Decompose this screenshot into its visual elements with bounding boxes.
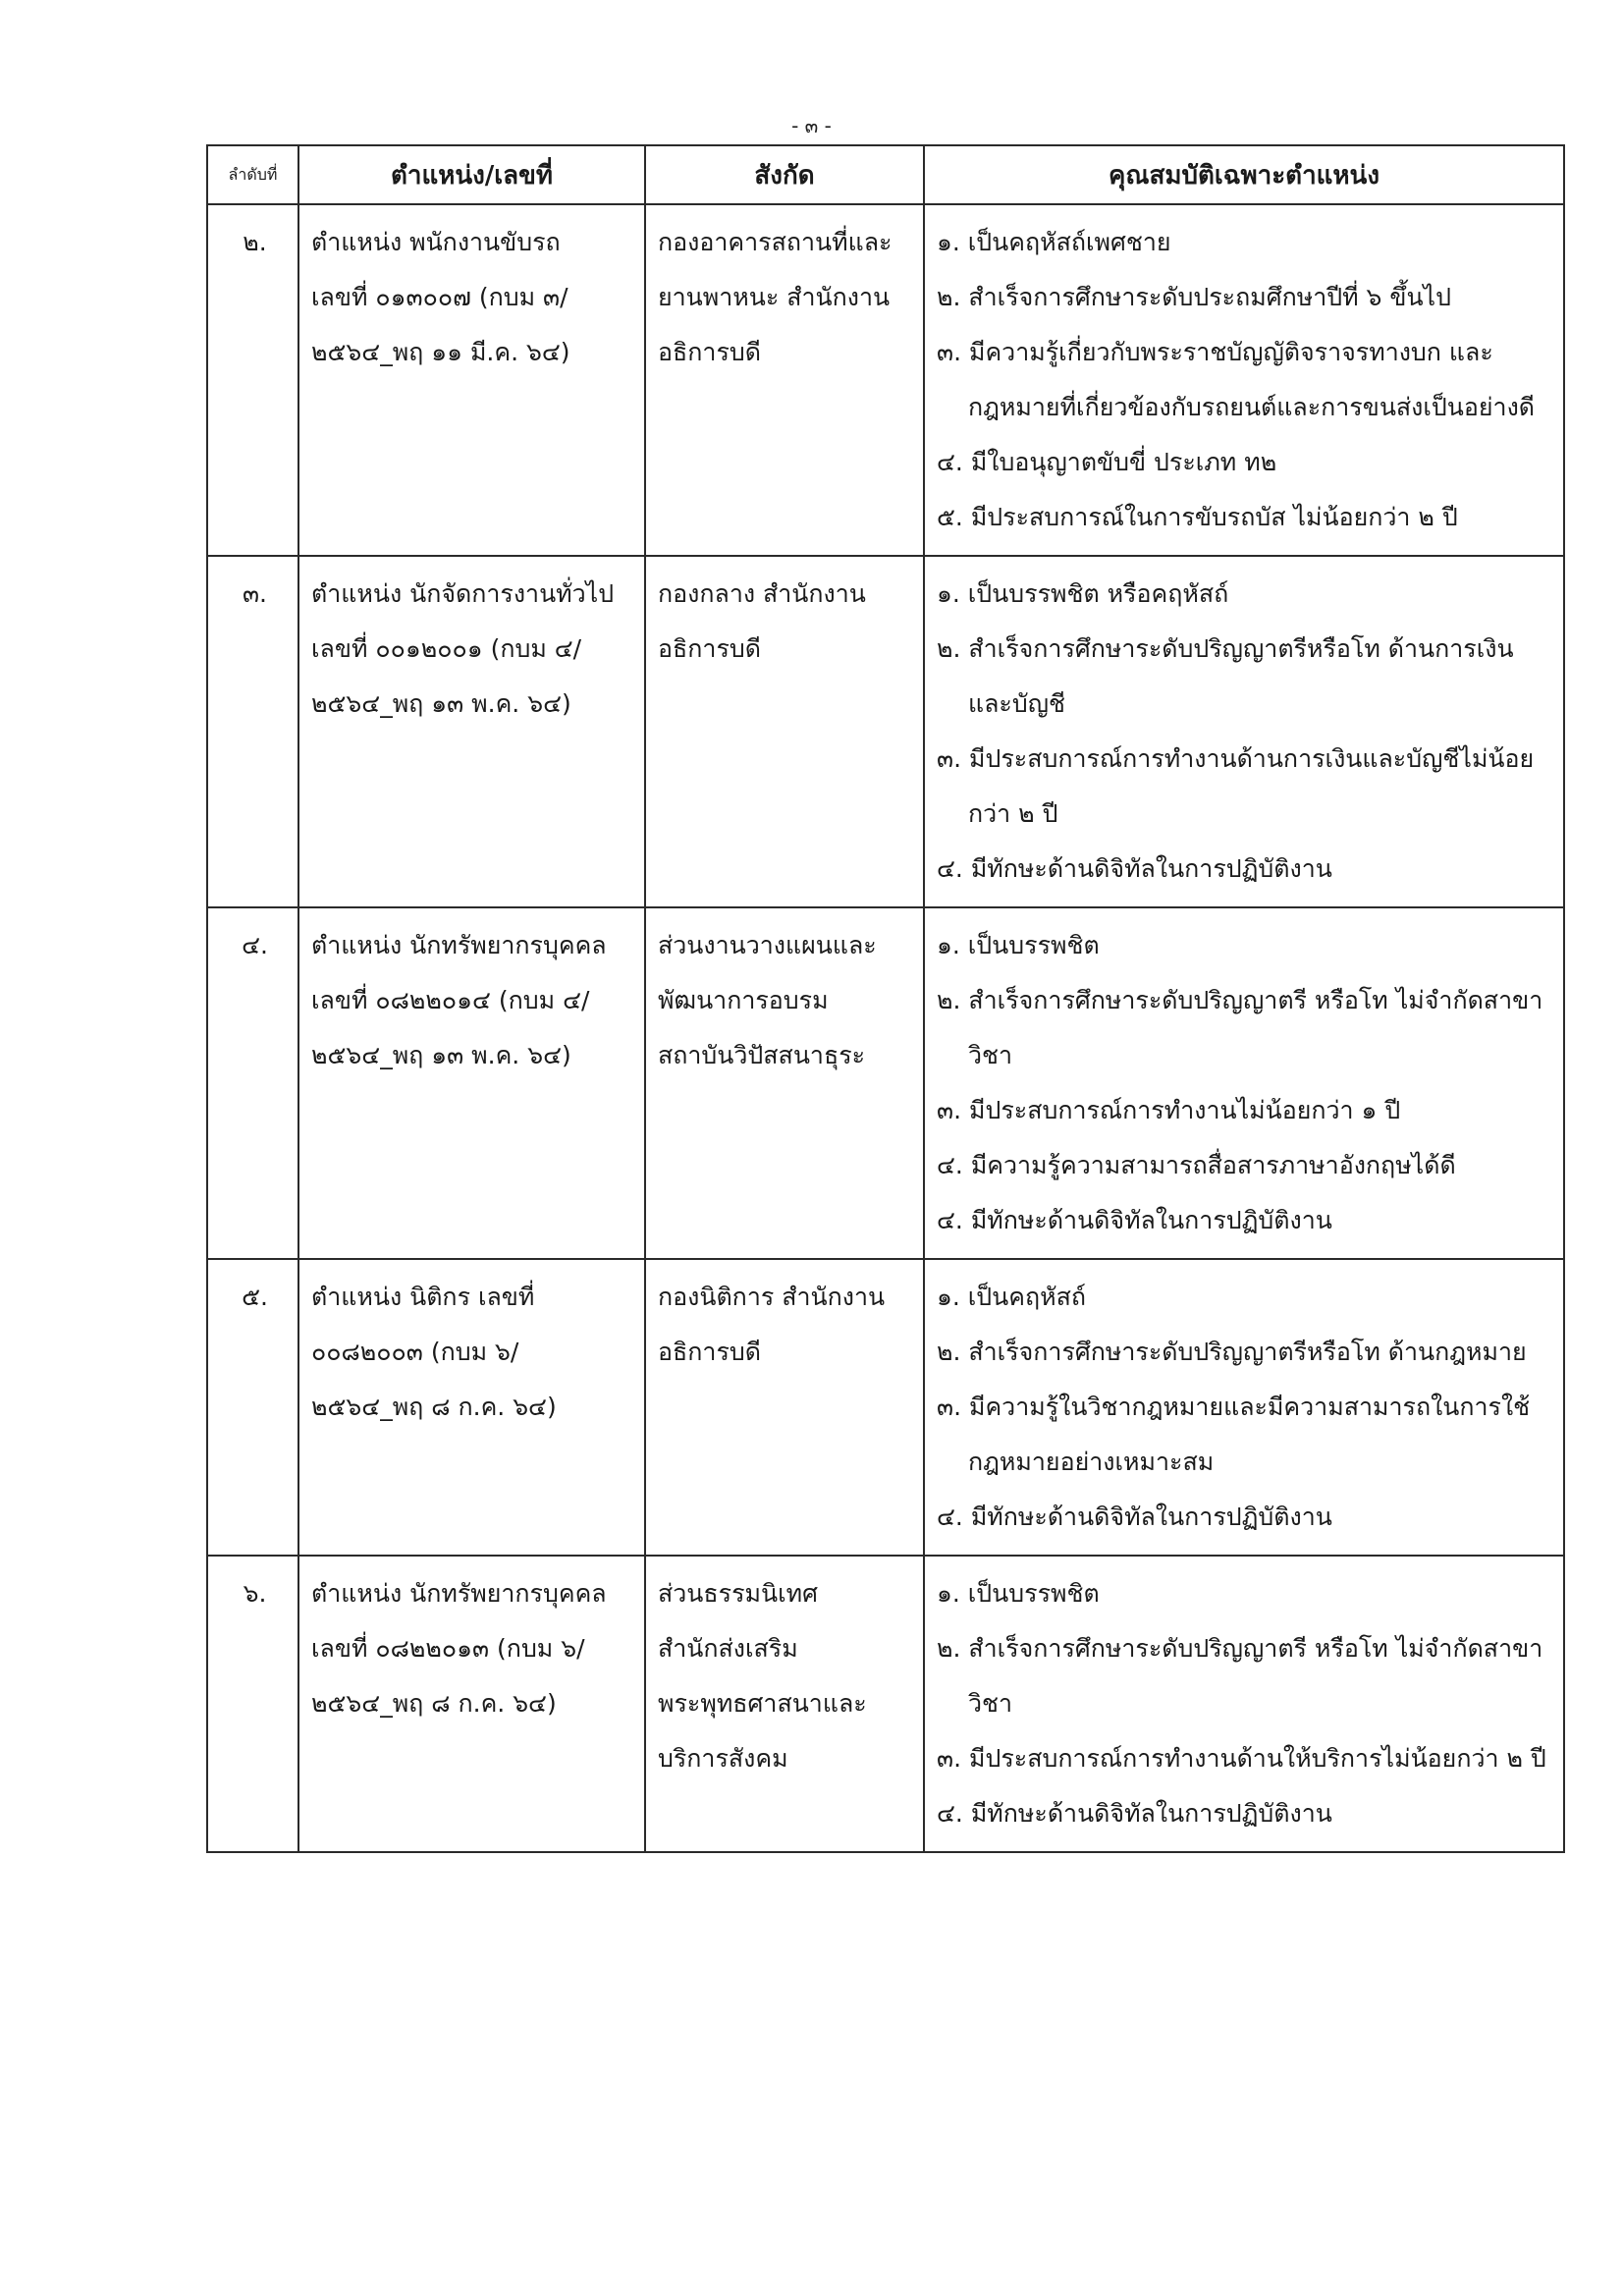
qualification-item bbox=[937, 1138, 1555, 1193]
position-cell bbox=[298, 1556, 645, 1852]
qualification-item bbox=[937, 567, 1555, 622]
position-cell bbox=[298, 907, 645, 1259]
qualification-text: ๒. สำเร็จการศึกษาระดับปริญญาตรี หรือโท ไม่จำกัดสาขาวิชา bbox=[937, 1634, 1543, 1718]
row-number: ๕. bbox=[207, 1259, 298, 1556]
position-line: ตำแหน่ง นักทรัพยากรบุคคล bbox=[311, 1579, 607, 1608]
affiliation-cell bbox=[645, 1556, 924, 1852]
position-cell bbox=[298, 556, 645, 907]
affiliation-line: บริการสังคม bbox=[658, 1744, 788, 1773]
affiliation-line: สำนักส่งเสริม bbox=[658, 1634, 798, 1663]
affiliation-line: กองกลาง สำนักงาน bbox=[658, 579, 866, 608]
position-line: ๒๕๖๔_พฤ ๑๑ มี.ค. ๖๔) bbox=[311, 338, 570, 366]
qualification-item bbox=[937, 490, 1555, 545]
affiliation-line: ส่วนงานวางแผนและ bbox=[658, 931, 877, 959]
position-line: ๒๕๖๔_พฤ ๑๓ พ.ค. ๖๔) bbox=[311, 689, 571, 718]
qualification-item bbox=[937, 1325, 1555, 1380]
page-number: - ๓ - bbox=[791, 114, 832, 137]
qualification-text: ๑. เป็นคฤหัสถ์เพศชาย bbox=[937, 228, 1171, 256]
position-line: เลขที่ ๐๘๒๒๐๑๔ (กบม ๔/ bbox=[311, 986, 590, 1014]
row-number: ๖. bbox=[207, 1556, 298, 1852]
qualification-item bbox=[937, 1083, 1555, 1138]
table-row bbox=[207, 204, 1564, 556]
table-row bbox=[207, 556, 1564, 907]
affiliation-cell bbox=[645, 907, 924, 1259]
qualification-text: ๓. มีความรู้ในวิชากฎหมายและมีความสามารถในการใช้กฎหมายอย่างเหมาะสม bbox=[937, 1393, 1531, 1476]
qualification-item bbox=[937, 1270, 1555, 1325]
qualification-item bbox=[937, 842, 1555, 897]
qualification-text: ๔. มีใบอนุญาตขับขี่ ประเภท ท๒ bbox=[937, 448, 1277, 476]
qualification-item bbox=[937, 918, 1555, 973]
position-line: เลขที่ ๐๘๒๒๐๑๓ (กบม ๖/ bbox=[311, 1634, 585, 1663]
position-line: ตำแหน่ง นิติกร เลขที่ bbox=[311, 1283, 535, 1311]
qualifications-cell bbox=[924, 1556, 1564, 1852]
position-cell bbox=[298, 204, 645, 556]
position-line: ตำแหน่ง นักทรัพยากรบุคคล bbox=[311, 931, 607, 959]
qualification-text: ๔. มีทักษะด้านดิจิทัลในการปฏิบัติงาน bbox=[937, 854, 1332, 883]
qualification-text: ๑. เป็นบรรพชิต bbox=[937, 1579, 1100, 1608]
qualification-item bbox=[937, 973, 1555, 1083]
qualification-text: ๓. มีความรู้เกี่ยวกับพระราชบัญญัติจราจรทางบก และกฎหมายที่เกี่ยวข้องกับรถยนต์และการขนส่งเป็นอย่างดี bbox=[937, 338, 1536, 421]
affiliation-line: กองนิติการ สำนักงาน bbox=[658, 1283, 886, 1311]
affiliation-line: อธิการบดี bbox=[658, 338, 761, 366]
table-body bbox=[207, 204, 1564, 1852]
table-header-row bbox=[207, 145, 1564, 204]
qualification-text: ๓. มีประสบการณ์การทำงานด้านการเงินและบัญชีไม่น้อยกว่า ๒ ปี bbox=[937, 744, 1535, 828]
affiliation-line: พัฒนาการอบรม bbox=[658, 986, 829, 1014]
position-line: ตำแหน่ง พนักงานขับรถ bbox=[311, 228, 561, 256]
qualification-text: ๔. มีความรู้ความสามารถสื่อสารภาษาอังกฤษได้ดี bbox=[937, 1151, 1456, 1179]
qualification-text: ๓. มีประสบการณ์การทำงานไม่น้อยกว่า ๑ ปี bbox=[937, 1096, 1401, 1124]
qualification-item bbox=[937, 1490, 1555, 1545]
qualifications-table bbox=[206, 144, 1565, 1853]
qualification-item bbox=[937, 325, 1555, 435]
qualifications-cell bbox=[924, 907, 1564, 1259]
affiliation-line: พระพุทธศาสนาและ bbox=[658, 1689, 867, 1718]
position-line: ตำแหน่ง นักจัดการงานทั่วไป bbox=[311, 579, 615, 608]
qualification-item bbox=[937, 1786, 1555, 1841]
qualification-item bbox=[937, 435, 1555, 490]
affiliation-line: สถาบันวิปัสสนาธุระ bbox=[658, 1041, 866, 1069]
qualification-item bbox=[937, 1731, 1555, 1786]
table-row bbox=[207, 1556, 1564, 1852]
position-line: ๒๕๖๔_พฤ ๑๓ พ.ค. ๖๔) bbox=[311, 1041, 571, 1069]
table-row bbox=[207, 907, 1564, 1259]
position-line: ๒๕๖๔_พฤ ๘ ก.ค. ๖๔) bbox=[311, 1393, 557, 1421]
qualification-text: ๓. มีประสบการณ์การทำงานด้านให้บริการไม่น้อยกว่า ๒ ปี bbox=[937, 1744, 1546, 1773]
affiliation-line: ยานพาหนะ สำนักงาน bbox=[658, 283, 891, 311]
qualifications-cell bbox=[924, 1259, 1564, 1556]
qualification-item bbox=[937, 732, 1555, 842]
table-row bbox=[207, 1259, 1564, 1556]
row-number: ๔. bbox=[207, 907, 298, 1259]
qualification-text: ๑. เป็นคฤหัสถ์ bbox=[937, 1283, 1087, 1311]
affiliation-cell bbox=[645, 204, 924, 556]
qualification-item bbox=[937, 1193, 1555, 1248]
qualification-text: ๔. มีทักษะด้านดิจิทัลในการปฏิบัติงาน bbox=[937, 1206, 1332, 1234]
position-line: เลขที่ ๐๐๑๒๐๐๑ (กบม ๔/ bbox=[311, 634, 582, 663]
header-affiliation: สังกัด bbox=[645, 145, 924, 204]
position-line: ๐๐๘๒๐๐๓ (กบม ๖/ bbox=[311, 1338, 519, 1366]
qualification-item bbox=[937, 215, 1555, 270]
affiliation-line: กองอาคารสถานที่และ bbox=[658, 228, 893, 256]
qualification-item bbox=[937, 1566, 1555, 1621]
qualification-text: ๑. เป็นบรรพชิต bbox=[937, 931, 1100, 959]
qualification-item bbox=[937, 1380, 1555, 1490]
header-qualifications: คุณสมบัติเฉพาะตำแหน่ง bbox=[924, 145, 1564, 204]
qualification-text: ๑. เป็นบรรพชิต หรือคฤหัสถ์ bbox=[937, 579, 1229, 608]
qualification-text: ๔. มีทักษะด้านดิจิทัลในการปฏิบัติงาน bbox=[937, 1503, 1332, 1531]
row-number: ๓. bbox=[207, 556, 298, 907]
qualifications-cell bbox=[924, 556, 1564, 907]
affiliation-line: อธิการบดี bbox=[658, 634, 761, 663]
qualification-item bbox=[937, 270, 1555, 325]
position-line: เลขที่ ๐๑๓๐๐๗ (กบม ๓/ bbox=[311, 283, 568, 311]
qualification-text: ๒. สำเร็จการศึกษาระดับปริญญาตรีหรือโท ด้านการเงินและบัญชี bbox=[937, 634, 1514, 718]
affiliation-cell bbox=[645, 1259, 924, 1556]
qualification-text: ๒. สำเร็จการศึกษาระดับปริญญาตรี หรือโท ไม่จำกัดสาขาวิชา bbox=[937, 986, 1543, 1069]
qualification-text: ๕. มีประสบการณ์ในการขับรถบัส ไม่น้อยกว่า ๒ ปี bbox=[937, 503, 1458, 531]
qualifications-cell bbox=[924, 204, 1564, 556]
qualification-text: ๒. สำเร็จการศึกษาระดับประถมศึกษาปีที่ ๖ ขึ้นไป bbox=[937, 283, 1451, 311]
position-line: ๒๕๖๔_พฤ ๘ ก.ค. ๖๔) bbox=[311, 1689, 557, 1718]
qualification-item bbox=[937, 622, 1555, 732]
qualification-text: ๔. มีทักษะด้านดิจิทัลในการปฏิบัติงาน bbox=[937, 1799, 1332, 1828]
affiliation-line: อธิการบดี bbox=[658, 1338, 761, 1366]
qualification-item bbox=[937, 1621, 1555, 1731]
row-number: ๒. bbox=[207, 204, 298, 556]
affiliation-cell bbox=[645, 556, 924, 907]
qualification-text: ๒. สำเร็จการศึกษาระดับปริญญาตรีหรือโท ด้านกฎหมาย bbox=[937, 1338, 1527, 1366]
affiliation-line: ส่วนธรรมนิเทศ bbox=[658, 1579, 818, 1608]
header-number: ลำดับที่ bbox=[207, 145, 298, 204]
position-cell bbox=[298, 1259, 645, 1556]
header-position: ตำแหน่ง/เลขที่ bbox=[298, 145, 645, 204]
